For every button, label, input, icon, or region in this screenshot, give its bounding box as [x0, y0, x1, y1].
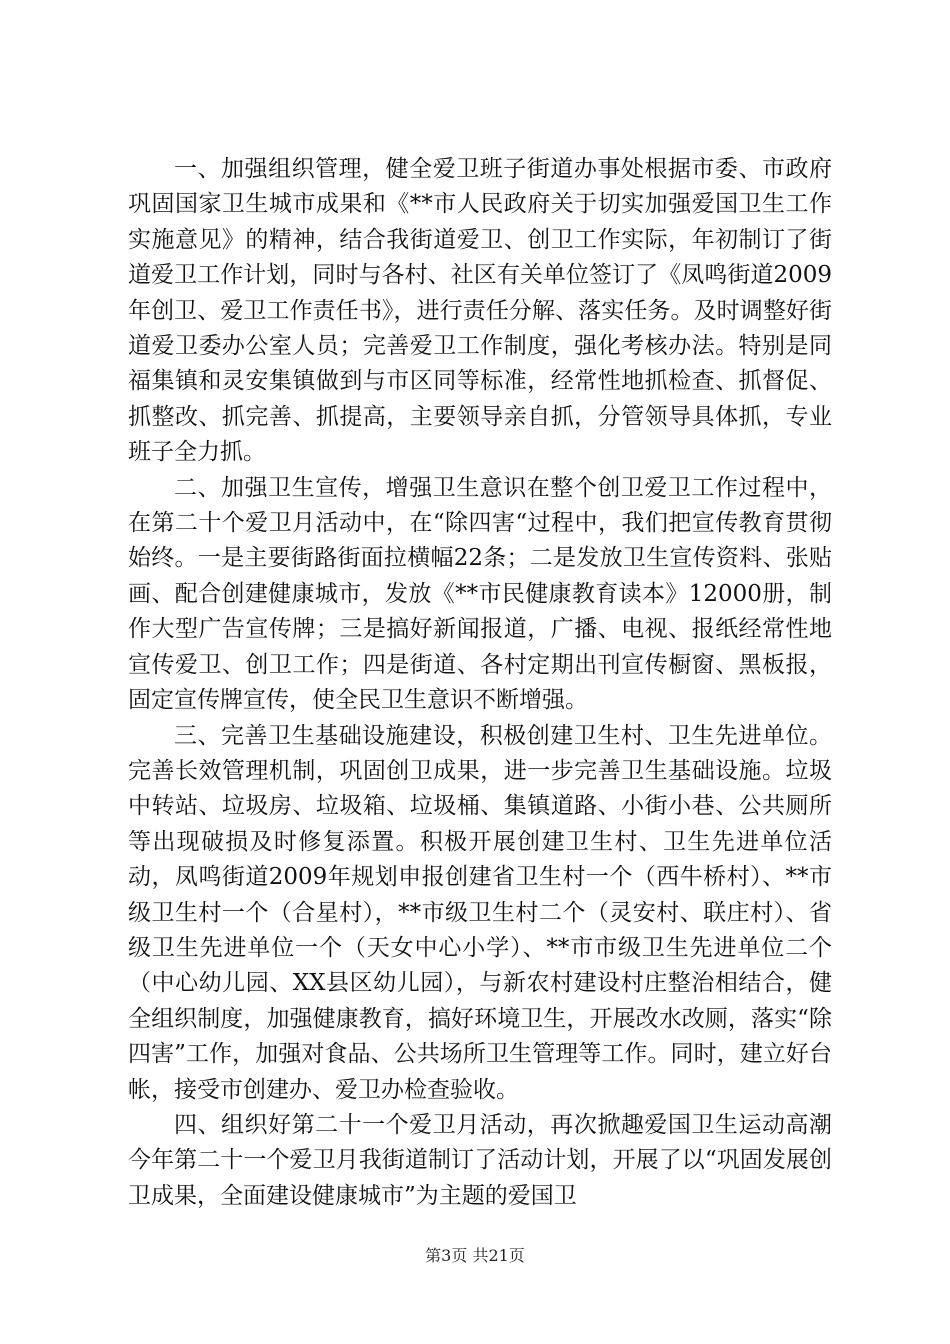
paragraph-2: 二、加强卫生宣传，增强卫生意识在整个创卫爱卫工作过程中，在第二十个爱卫月活动中，在“除四害“过程中，我们把宣传教育贯彻始终。一是主要街路街面拉横幅22条；二是发放卫生宣传资料、张贴画、配合创建健康城市，发放《**市民健康教育读本》12000册，制作大型广告宣传牌；三是搞好新闻报道，广播、电视、报纸经常性地宣传爱卫、创卫工作；四是街道、各村定期出刊宣传橱窗、黑板报，固定宣传牌宣传，使全民卫生意识不断增强。 — [128, 474, 832, 714]
document-body — [128, 152, 832, 1214]
paragraph-3: 三、完善卫生基础设施建设，积极创建卫生村、卫生先进单位。完善长效管理机制，巩固创卫成果，进一步完善卫生基础设施。垃圾中转站、垃圾房、垃圾箱、垃圾桶、集镇道路、小街小巷、公共厕所等出现破损及时修复添置。积极开展创建卫生村、卫生先进单位活动，凤鸣街道2009年规划申报创建省卫生村一个（西牛桥村）、**市级卫生村一个（合星村），**市级卫生村二个（灵安村、联庄村）、省级卫生先进单位一个（天女中心小学）、**市市级卫生先进单位二个（中心幼儿园、XX县区幼儿园），与新农村建设村庄整治相结合，健全组织制度，加强健康教育，搞好环境卫生，开展改水改厕，落实“除四害”工作，加强对食品、公共场所卫生管理等工作。同时，建立好台帐，接受市创建办、爱卫办检查验收。 — [128, 722, 832, 1103]
page-footer: 第3页 共21页 — [425, 1246, 525, 1265]
paragraph-1: 一、加强组织管理，健全爱卫班子街道办事处根据市委、市政府巩固国家卫生城市成果和《**市人民政府关于切实加强爱国卫生工作实施意见》的精神，结合我街道爱卫、创卫工作实际，年初制订了街道爱卫工作计划，同时与各村、社区有关单位签订了《凤鸣街道2009年创卫、爱卫工作责任书》，进行责任分解、落实任务。及时调整好街道爱卫委办公室人员；完善爱卫工作制度，强化考核办法。特别是同福集镇和灵安集镇做到与市区同等标准，经常性地抓检查、抓督促、抓整改、抓完善、抓提高，主要领导亲自抓，分管领导具体抓，专业班子全力抓。 — [128, 156, 832, 466]
paragraph-4: 四、组织好第二十一个爱卫月活动，再次掀趣爱国卫生运动高潮今年第二十一个爱卫月我街道制订了活动计划，开展了以“巩固发展创卫成果，全面建设健康城市”为主题的爱国卫 — [128, 1111, 832, 1209]
